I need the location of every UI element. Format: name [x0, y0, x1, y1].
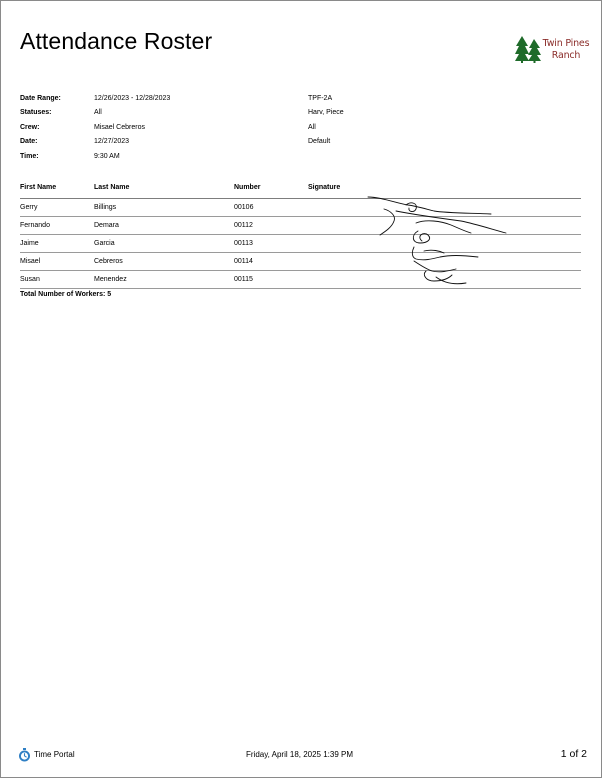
locations-value: TPF-2A: [308, 95, 333, 102]
date-label: Date:: [20, 138, 38, 145]
first-name-cell: Misael: [20, 258, 41, 265]
time-value: 9:30 AM: [94, 153, 120, 160]
handwritten-signature: [356, 191, 516, 291]
crew-label: Crew:: [20, 124, 40, 131]
last-name-cell: Billings: [94, 204, 117, 211]
jobs-value: Harv, Piece: [308, 109, 344, 116]
number-cell: 00112: [234, 222, 253, 229]
last-name-cell: Cebreros: [94, 258, 123, 265]
crew-value: Misael Cebreros: [94, 124, 145, 131]
stopwatch-icon: [18, 748, 31, 762]
number-cell: 00114: [234, 258, 253, 265]
date-range-label: Date Range:: [20, 95, 61, 102]
employee-type-value: All: [308, 124, 316, 131]
col-first-name: First Name: [20, 184, 57, 191]
col-number: Number: [234, 184, 261, 191]
col-signature: Signature: [308, 184, 341, 191]
time-label: Time:: [20, 153, 39, 160]
statuses-value: All: [94, 109, 102, 116]
number-cell: 00113: [234, 240, 253, 247]
company-logo: [515, 35, 591, 65]
date-value: 12/27/2023: [94, 138, 130, 145]
last-name-cell: Menendez: [94, 276, 127, 283]
number-cell: 00106: [234, 204, 254, 211]
total-workers: Total Number of Workers: 5: [20, 291, 112, 298]
date-range-value: 12/26/2023 - 12/28/2023: [94, 95, 171, 102]
statuses-label: Statuses:: [20, 109, 52, 116]
printed-timestamp: Friday, April 18, 2025 1:39 PM: [246, 750, 354, 759]
grouped-by-value: Default: [308, 138, 331, 145]
logo-text: [541, 38, 591, 62]
first-name-cell: Fernando: [20, 222, 50, 229]
number-cell: 00115: [234, 276, 253, 283]
page-number: 1 of 2: [560, 748, 587, 760]
first-name-cell: Gerry: [20, 204, 38, 211]
page-footer: [1, 748, 601, 762]
logo-line-1: Twin Pines: [542, 38, 590, 49]
logo-line-2: Ranch: [551, 50, 581, 61]
first-name-cell: Susan: [20, 276, 40, 283]
page-title: Attendance Roster: [20, 28, 213, 54]
first-name-cell: Jaime: [20, 240, 39, 247]
col-last-name: Last Name: [94, 184, 130, 191]
app-name: Time Portal: [34, 750, 75, 759]
last-name-cell: Garcia: [94, 240, 115, 247]
last-name-cell: Demara: [94, 222, 119, 229]
